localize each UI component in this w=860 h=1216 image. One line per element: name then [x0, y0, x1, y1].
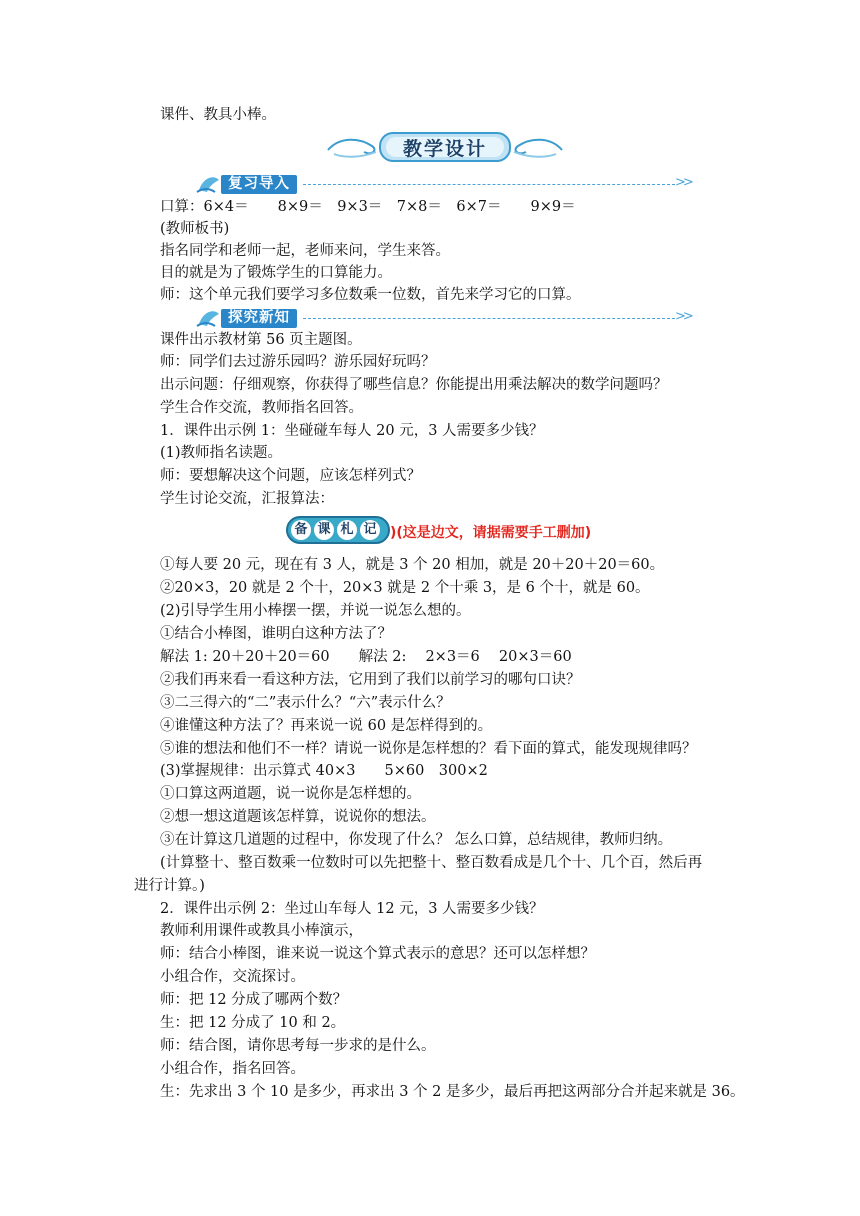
text-line: ②20×3，20 就是 2 个十，20×3 就是 2 个十乘 3，是 6 个十，就是 60。: [160, 580, 650, 596]
notes-char: 课: [314, 520, 334, 540]
text-line: ④谁懂这种方法了？再来说一说 60 是怎样得到的。: [160, 718, 493, 734]
text-line: (3)掌握规律：出示算式 40×3 5×60 300×2: [160, 763, 488, 779]
notes-char: 记: [360, 520, 380, 540]
text-line: 口算：6×4＝ 8×9＝ 9×3＝ 7×8＝ 6×7＝ 9×9＝: [160, 199, 576, 215]
text-line: 师：结合小棒图，谁来说一说这个算式表示的意思？还可以怎样想？: [160, 946, 595, 962]
text-line: 学生合作交流，教师指名回答。: [160, 400, 363, 416]
remark-text: (这是边文，请据需要手工删加): [396, 525, 592, 541]
dashed-rule: [303, 318, 675, 319]
dashed-rule: [303, 184, 675, 185]
text-line: 小组合作，指名回答。: [160, 1061, 305, 1077]
section-label: 探究新知: [221, 309, 297, 328]
text-line: 小组合作，交流探讨。: [160, 969, 305, 985]
wave-book-icon: [195, 172, 223, 196]
banner-title: 教学设计: [402, 138, 487, 160]
text-line: (1)教师指名读题。: [160, 445, 283, 461]
text-line: 师：把 12 分成了哪两个数？: [160, 992, 348, 1008]
close-paren: ): [390, 525, 397, 541]
text-line: (教师板书): [160, 221, 230, 237]
text-line: ①口算这两道题，说一说你是怎样想的。: [160, 786, 421, 802]
text-line: 生：把 12 分成了 10 和 2。: [160, 1015, 346, 1031]
notes-char: 备: [291, 520, 311, 540]
text-line: 解法 1: 20＋20＋20＝60 解法 2: 2×3＝6 20×3＝60: [160, 649, 572, 665]
text-line: 课件出示教材第 56 页主题图。: [160, 332, 362, 348]
text-line: 师：结合图，请你思考每一步求的是什么。: [160, 1038, 436, 1054]
text-line: 2．课件出示例 2：坐过山车每人 12 元，3 人需要多少钱？: [160, 901, 544, 917]
notes-pill: [286, 516, 390, 544]
notes-char: 札: [337, 520, 357, 540]
text-line: 师：要想解决这个问题，应该怎样列式？: [160, 468, 421, 484]
text-line: ②我们再来看一看这种方法，它用到了我们以前学习的哪句口诀？: [160, 672, 581, 688]
wave-book-icon: [195, 306, 223, 330]
text-line: 教师利用课件或教具小棒演示，: [160, 923, 363, 939]
text-line: ②想一想这道题该怎样算，说说你的想法。: [160, 809, 436, 825]
text-line: 学生讨论交流，汇报算法：: [160, 491, 334, 507]
text-line: 1．课件出示例 1：坐碰碰车每人 20 元，3 人需要多少钱？: [160, 423, 544, 439]
double-chevron-icon: >>: [675, 175, 691, 190]
text-line: ①每人要 20 元，现在有 3 人，就是 3 个 20 相加，就是 20＋20＋20＝60。: [160, 557, 665, 573]
section-banner: [320, 128, 570, 168]
text-line: (2)引导学生用小棒摆一摆，并说一说怎么想的。: [160, 603, 471, 619]
section-header-review: [195, 172, 695, 198]
text-line: 指名同学和老师一起，老师来问，学生来答。: [160, 243, 450, 259]
text-line: (计算整十、整百数乘一位数时可以先把整十、整百数看成是几个十、几个百，然后再: [160, 855, 703, 871]
materials-line: 课件、教具小棒。: [160, 107, 276, 123]
text-line: 师：这个单元我们要学习多位数乘一位数，首先来学习它的口算。: [160, 287, 581, 303]
text-line: ⑤谁的想法和他们不一样？请说一说你是怎样想的？看下面的算式，能发现规律吗？: [160, 741, 697, 757]
section-header-explore: [195, 306, 695, 332]
text-line: 目的就是为了锻炼学生的口算能力。: [160, 265, 392, 281]
margin-remark: [390, 522, 591, 542]
text-line: 生：先求出 3 个 10 是多少，再求出 3 个 2 是多少，最后再把这两部分合并起来就是 36。: [160, 1084, 745, 1100]
text-line: 出示问题：仔细观察，你获得了哪些信息？你能提出用乘法解决的数学问题吗？: [160, 377, 668, 393]
text-line: 师：同学们去过游乐园吗？游乐园好玩吗？: [160, 354, 436, 370]
double-chevron-icon: >>: [675, 309, 691, 324]
section-label: 复习导入: [221, 175, 297, 194]
text-line: ①结合小棒图，谁明白这种方法了？: [160, 626, 392, 642]
text-line: ③二三得六的“二”表示什么？“六”表示什么？: [160, 695, 451, 711]
text-line: ③在计算这几道题的过程中，你发现了什么？ 怎么口算，总结规律，教师归纳。: [160, 832, 673, 848]
text-line: 进行计算。): [134, 878, 205, 894]
